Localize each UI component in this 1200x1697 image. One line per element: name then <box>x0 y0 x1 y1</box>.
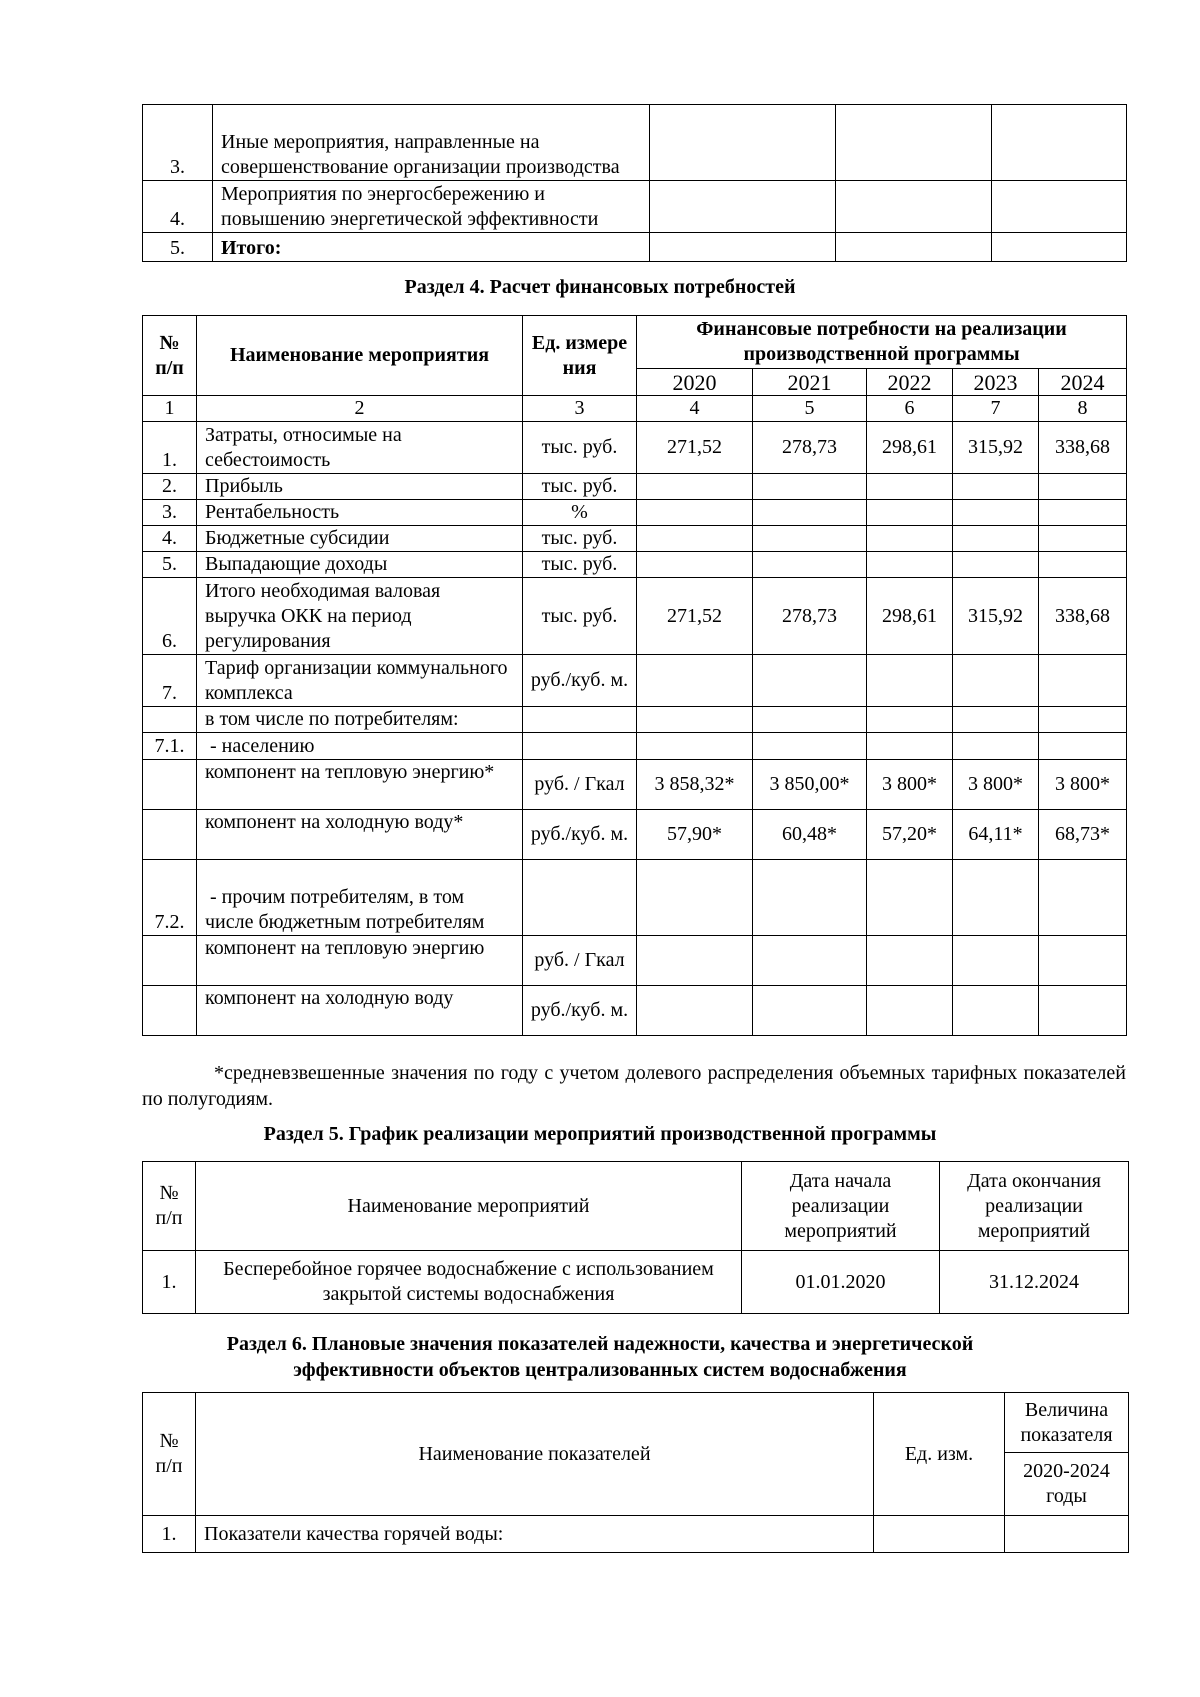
row-unit: тыс. руб. <box>523 422 637 474</box>
row-value-2022 <box>867 860 953 936</box>
section6-title-line2: эффективности объектов централизованных систем водоснабжения <box>293 1359 907 1381</box>
header-year: 2022 <box>867 369 953 396</box>
row-unit <box>523 860 637 936</box>
row-value-2021 <box>753 707 867 733</box>
table-row <box>143 474 1127 500</box>
row-value-2020 <box>637 986 753 1036</box>
row-value-2022 <box>867 655 953 707</box>
header-value: Величина показателя <box>1005 1393 1129 1453</box>
header-unit: Ед. измерения <box>523 316 637 396</box>
col-number: 2 <box>197 396 523 422</box>
row-value-2023: 64,11* <box>953 810 1039 860</box>
row-end-date: 31.12.2024 <box>940 1251 1129 1314</box>
row-number: 5. <box>143 233 213 262</box>
table-row <box>143 936 1127 986</box>
header-name: Наименование мероприятия <box>197 316 523 396</box>
row-value-2021: 60,48* <box>753 810 867 860</box>
row-name: - населению <box>197 733 523 760</box>
row-value-2024 <box>1039 526 1127 552</box>
row-value-2023 <box>953 707 1039 733</box>
col-number: 8 <box>1039 396 1127 422</box>
row-value-2024 <box>1039 733 1127 760</box>
row-value <box>1005 1516 1129 1553</box>
column-number-row <box>143 396 1127 422</box>
row-value-2024 <box>1039 474 1127 500</box>
table-schedule <box>142 1161 1129 1314</box>
row-unit: руб./куб. м. <box>523 810 637 860</box>
row-value-2023 <box>953 733 1039 760</box>
row-value-2021 <box>753 936 867 986</box>
row-value-2022 <box>867 986 953 1036</box>
row-unit: руб./куб. м. <box>523 986 637 1036</box>
row-number: 3. <box>143 105 213 181</box>
header-name: Наименование показателей <box>196 1393 874 1516</box>
row-value-2022 <box>867 552 953 578</box>
row-value-2021 <box>753 860 867 936</box>
row-value-2021 <box>753 655 867 707</box>
row-value-2023 <box>953 860 1039 936</box>
row-value-2024: 338,68 <box>1039 422 1127 474</box>
footnote <box>142 1060 1126 1112</box>
row-value-2022: 298,61 <box>867 422 953 474</box>
row-value-2024 <box>1039 500 1127 526</box>
row-value-2024 <box>1039 936 1127 986</box>
header-year: 2020 <box>637 369 753 396</box>
row-number <box>143 810 197 860</box>
table-row <box>143 105 1127 181</box>
row-unit: % <box>523 500 637 526</box>
row-value-2020 <box>637 655 753 707</box>
row-name: Бюджетные субсидии <box>197 526 523 552</box>
row-name: Выпадающие доходы <box>197 552 523 578</box>
row-number <box>143 936 197 986</box>
row-number: 5. <box>143 552 197 578</box>
row-name: Тариф организации коммунального комплекса <box>197 655 523 707</box>
table-row <box>143 1251 1129 1314</box>
row-name: компонент на тепловую энергию* <box>197 760 523 810</box>
row-value-2021: 278,73 <box>753 422 867 474</box>
row-value-2024: 3 800* <box>1039 760 1127 810</box>
row-value-2023 <box>953 526 1039 552</box>
row-name: компонент на тепловую энергию <box>197 936 523 986</box>
header-row <box>143 1393 1129 1453</box>
row-value-2020: 271,52 <box>637 578 753 655</box>
header-year: 2023 <box>953 369 1039 396</box>
row-value-2021 <box>753 526 867 552</box>
row-number: 6. <box>143 578 197 655</box>
section5-title: Раздел 5. График реализации мероприятий производственной программы <box>263 1123 937 1145</box>
row-unit <box>523 707 637 733</box>
row-value-2023: 315,92 <box>953 578 1039 655</box>
header-period: 2020-2024 годы <box>1005 1453 1129 1516</box>
row-name: - прочим потребителям, в том числе бюджетным потребителям <box>197 860 523 936</box>
row-value-2024 <box>1039 986 1127 1036</box>
row-number: 7. <box>143 655 197 707</box>
table-row <box>143 810 1127 860</box>
row-value-2020 <box>637 500 753 526</box>
row-value-2024 <box>1039 707 1127 733</box>
table-row <box>143 552 1127 578</box>
row-number <box>143 707 197 733</box>
row-unit: тыс. руб. <box>523 552 637 578</box>
row-value-2023 <box>953 986 1039 1036</box>
row-value-2022: 3 800* <box>867 760 953 810</box>
section6-title-line1: Раздел 6. Плановые значения показателей надежности, качества и энергетической <box>226 1333 974 1355</box>
table-row <box>143 860 1127 936</box>
row-unit: руб. / Гкал <box>523 760 637 810</box>
row-value-2024 <box>1039 552 1127 578</box>
row-name: компонент на холодную воду* <box>197 810 523 860</box>
row-value-2024 <box>1039 860 1127 936</box>
table-section3-continuation <box>142 104 1127 262</box>
row-name: Бесперебойное горячее водоснабжение с использованием закрытой системы водоснабжения <box>196 1251 742 1314</box>
col-number: 1 <box>143 396 197 422</box>
row-number <box>143 986 197 1036</box>
row-value-2021 <box>753 552 867 578</box>
row-unit: руб. / Гкал <box>523 936 637 986</box>
header-num: № п/п <box>143 1393 196 1516</box>
footnote-text: *средневзвешенные значения по году с учетом долевого распределения объемных тарифных показателей по полугодиям. <box>142 1062 1126 1110</box>
row-number: 7.2. <box>143 860 197 936</box>
row-value-2020 <box>637 552 753 578</box>
header-year: 2021 <box>753 369 867 396</box>
row-value-2023 <box>953 500 1039 526</box>
table-row <box>143 760 1127 810</box>
row-number <box>143 760 197 810</box>
row-value-2020 <box>637 526 753 552</box>
table-row <box>143 707 1127 733</box>
row-unit <box>523 733 637 760</box>
row-unit <box>874 1516 1005 1553</box>
row-value-2022: 298,61 <box>867 578 953 655</box>
row-unit: руб./куб. м. <box>523 655 637 707</box>
row-value-2022: 57,20* <box>867 810 953 860</box>
row-name: Иные мероприятия, направленные на совершенствование организации производства <box>213 105 650 181</box>
row-value-2020 <box>637 733 753 760</box>
row-start-date: 01.01.2020 <box>742 1251 940 1314</box>
col-number: 7 <box>953 396 1039 422</box>
table-row <box>143 233 1127 262</box>
row-value-2021 <box>753 733 867 760</box>
header-unit: Ед. изм. <box>874 1393 1005 1516</box>
table-row <box>143 422 1127 474</box>
row-number: 1. <box>143 422 197 474</box>
table-row <box>143 733 1127 760</box>
header-year: 2024 <box>1039 369 1127 396</box>
header-start-date: Дата начала реализации мероприятий <box>742 1162 940 1251</box>
row-name: Показатели качества горячей воды: <box>196 1516 874 1553</box>
row-value-2020: 57,90* <box>637 810 753 860</box>
row-value-2020 <box>637 474 753 500</box>
row-number: 4. <box>143 181 213 233</box>
row-value-2021 <box>753 474 867 500</box>
row-value-2023 <box>953 936 1039 986</box>
col-number: 6 <box>867 396 953 422</box>
row-name: Итого необходимая валовая выручка ОКК на период регулирования <box>197 578 523 655</box>
table-row <box>143 500 1127 526</box>
row-number: 2. <box>143 474 197 500</box>
row-value-2024 <box>1039 655 1127 707</box>
row-number: 4. <box>143 526 197 552</box>
row-value-2020 <box>637 936 753 986</box>
row-value-2023 <box>953 552 1039 578</box>
row-value-2021 <box>753 986 867 1036</box>
col-number: 5 <box>753 396 867 422</box>
row-number: 3. <box>143 500 197 526</box>
row-unit: тыс. руб. <box>523 526 637 552</box>
section4-title: Раздел 4. Расчет финансовых потребностей <box>404 276 796 298</box>
row-value-2024: 338,68 <box>1039 578 1127 655</box>
table-row <box>143 181 1127 233</box>
row-value-2020: 271,52 <box>637 422 753 474</box>
header-row <box>143 316 1127 369</box>
header-num: № п/п <box>143 1162 196 1251</box>
row-value-2024: 68,73* <box>1039 810 1127 860</box>
row-name: Прибыль <box>197 474 523 500</box>
row-number: 1. <box>143 1251 196 1314</box>
row-value-2023: 315,92 <box>953 422 1039 474</box>
row-value-2023 <box>953 474 1039 500</box>
row-value-2020: 3 858,32* <box>637 760 753 810</box>
row-unit: тыс. руб. <box>523 578 637 655</box>
table-indicators <box>142 1392 1129 1553</box>
row-value-2021: 278,73 <box>753 578 867 655</box>
row-value-2022 <box>867 707 953 733</box>
row-name: Затраты, относимые на себестоимость <box>197 422 523 474</box>
row-number: 1. <box>143 1516 196 1553</box>
row-name: Рентабельность <box>197 500 523 526</box>
col-number: 4 <box>637 396 753 422</box>
row-number: 7.1. <box>143 733 197 760</box>
row-value-2022 <box>867 526 953 552</box>
table-financial-needs <box>142 315 1127 1036</box>
table-row <box>143 1516 1129 1553</box>
row-name: Мероприятия по энергосбережению и повышению энергетической эффективности <box>213 181 650 233</box>
table-row <box>143 578 1127 655</box>
row-value-2022 <box>867 500 953 526</box>
row-value-2023 <box>953 655 1039 707</box>
row-value-2021: 3 850,00* <box>753 760 867 810</box>
row-name: в том числе по потребителям: <box>197 707 523 733</box>
row-value-2020 <box>637 707 753 733</box>
row-value-2020 <box>637 860 753 936</box>
table-row <box>143 655 1127 707</box>
row-unit: тыс. руб. <box>523 474 637 500</box>
col-number: 3 <box>523 396 637 422</box>
row-value-2022 <box>867 474 953 500</box>
table-row <box>143 986 1127 1036</box>
header-end-date: Дата окончания реализации мероприятий <box>940 1162 1129 1251</box>
table-row <box>143 526 1127 552</box>
row-value-2022 <box>867 936 953 986</box>
row-name-total: Итого: <box>213 233 650 262</box>
header-num: № п/п <box>143 316 197 396</box>
row-value-2022 <box>867 733 953 760</box>
header-financial: Финансовые потребности на реализации производственной программы <box>637 316 1127 369</box>
header-row <box>143 1162 1129 1251</box>
row-name: компонент на холодную воду <box>197 986 523 1036</box>
header-name: Наименование мероприятий <box>196 1162 742 1251</box>
row-value-2023: 3 800* <box>953 760 1039 810</box>
row-value-2021 <box>753 500 867 526</box>
